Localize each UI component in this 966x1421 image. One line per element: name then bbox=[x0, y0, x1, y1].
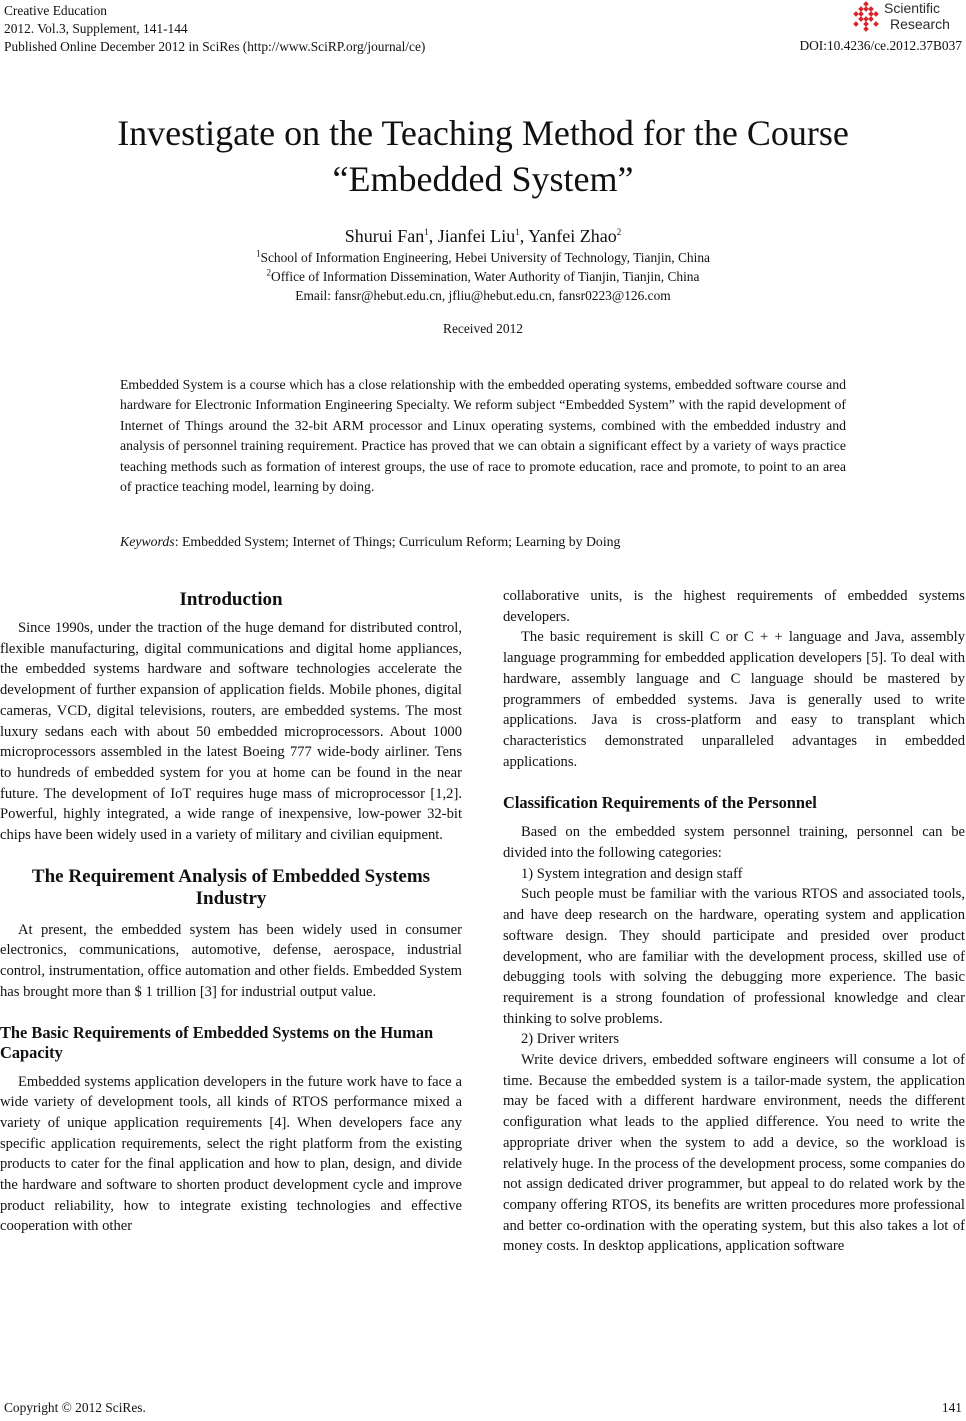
published-online: Published Online December 2012 in SciRes (http://www.SciRP.org/journal/ce) bbox=[4, 39, 426, 54]
received-date: Received 2012 bbox=[443, 321, 523, 336]
logo-dot bbox=[873, 21, 879, 27]
abstract: Embedded System is a course which has a close relationship with the embedded operating systems, embedded software course and hardware for Electronic Information Engineering Specialty. We reform subject “Embedded System” with the rapid development of Internet of Things around the 32-bit ARM processor and Linux operating systems, combined with the embedded industry and analysis of personnel training requirement. Practice has proved that we can obtain a significant effect by a variety of ways practice teaching methods such as formation of interest groups, the use of race to promote education, race and promote, to point to an area of practice teaching model, learning by doing. bbox=[120, 377, 846, 495]
logo-dot bbox=[868, 11, 874, 17]
author-3-affil: 2 bbox=[616, 227, 622, 237]
affiliation-1-mark: 1 bbox=[256, 248, 261, 259]
heading-introduction: Introduction bbox=[179, 589, 283, 610]
paragraph-introduction: Since 1990s, under the traction of the huge demand for distributed control, flexible manufacturing, digital communications and digital home appliances, the embedded systems hardware and software technologies accelerate the development of further expansion of application fields. Mobile phones, digital cameras, VCD, digital televisions, routers, are embedded systems. The most luxury sedans each with about 50 embedded microprocessors. About 1000 microprocessors assembled in the latest Boeing 777 wide-body airliner. Tens to hundreds of embedded system for you at home can be found in the near future. The development of IoT requires huge mass of microprocessor [1,2]. Powerful, highly integrated, a wide range of inexpensive, low-power 32-bit chips have been widely used in a variety of military and civilian equipment. bbox=[0, 620, 462, 844]
author-emails: Email: fansr@hebut.edu.cn, jfliu@hebut.edu.cn, fansr0223@126.com bbox=[295, 288, 671, 303]
title-line-2: “Embedded System” bbox=[332, 159, 634, 199]
page-number: 141 bbox=[941, 1400, 962, 1415]
scientific-research-logo-icon bbox=[850, 1, 882, 33]
keywords bbox=[120, 534, 846, 550]
author-3: , Yanfei Zhao bbox=[519, 226, 617, 246]
logo-dot bbox=[853, 11, 859, 17]
affiliation-2-text: Office of Information Dissemination, Water Authority of Tianjin, Tianjin, China bbox=[271, 269, 700, 284]
paragraph-system-integration: Such people must be familiar with the various RTOS and associated tools, and have deep research on the hardware, operating system and application software design. They should participate and presided over product development, who are familiar with the development process, skilled use of debugging tools with solving the debugging more experience. The basic requirement is a strong foundation of professional knowledge and clear thinking to solve problems. bbox=[503, 886, 965, 1027]
paragraph-classification: Based on the embedded system personnel training, personnel can be divided into the following categories: bbox=[503, 824, 965, 862]
logo-dot bbox=[853, 21, 859, 27]
logo-dot bbox=[868, 6, 874, 12]
authors bbox=[0, 226, 966, 247]
affiliation-2 bbox=[0, 267, 966, 286]
logo-dot bbox=[868, 16, 874, 22]
paragraph-basic-requirements: Embedded systems application developers in the future work have to face a wide variety of development tools, all kinds of RTOS performance mixed a variety of unique application requirements [4]. When developers face any specific application requirements, select the right platform from the existing products to cater for the final application and how to plan, design, and divide the hardware and software to shorten product development cycle and improve product reliability, how to integrate existing technologies and effective cooperation with other bbox=[0, 1073, 462, 1235]
title-line-1: Investigate on the Teaching Method for the Course bbox=[117, 113, 849, 153]
list-item-system-integration: 1) System integration and design staff bbox=[521, 865, 743, 882]
paragraph-driver-writers: Write device drivers, embedded software engineers will consume a lot of time. Because the embedded system is a tailor-made system, the application may be faced with a different hardware environment, needs the different configuration what leads to the applied difference. You need to write the appropriate driver when the system to add a device, so the workload is relatively huge. In the process of the development process, some companies do not assign dedicated driver programmer, but appeal to do related work by the company offering RTOS, its benefits are written procedures more professional and better co-ordination with the operating system, but this also takes a lot of money costs. In desktop applications, application software bbox=[503, 1052, 965, 1255]
logo-dot bbox=[863, 21, 869, 27]
journal-volume: 2012. Vol.3, Supplement, 141-144 bbox=[4, 21, 188, 36]
right-column bbox=[503, 586, 965, 1257]
affiliation-1 bbox=[0, 248, 966, 267]
heading-requirement-analysis: The Requirement Analysis of Embedded Systems Industry bbox=[31, 865, 431, 909]
author-2-affil: 1 bbox=[515, 227, 520, 237]
doi: DOI:10.4236/ce.2012.37B037 bbox=[799, 38, 962, 53]
paragraph-skill-requirements: The basic requirement is skill C or C + + language and Java, assembly language programming for embedded application developers [5]. To deal with hardware, assembly language and C language should be mastered by programmers of embedded systems. Java is generally used to write applications. Java is cross-platform and easy to transplant which characteristics demonstrated unparalleled advantages in embedded applications. bbox=[503, 629, 965, 770]
keywords-list: : Embedded System; Internet of Things; Curriculum Reform; Learning by Doing bbox=[174, 534, 621, 549]
logo-dot bbox=[863, 16, 869, 22]
keywords-label: Keywords bbox=[120, 534, 175, 549]
journal-name: Creative Education bbox=[4, 3, 107, 18]
heading-basic-requirements: The Basic Requirements of Embedded Systems on the Human Capacity bbox=[0, 1022, 434, 1062]
author-1-affil: 1 bbox=[424, 227, 429, 237]
logo-dot bbox=[873, 11, 879, 17]
logo-dot bbox=[858, 16, 864, 22]
publisher-logo bbox=[850, 0, 960, 34]
paper-title bbox=[0, 110, 966, 202]
list-item-driver-writers: 2) Driver writers bbox=[521, 1031, 620, 1048]
logo-dot bbox=[858, 6, 864, 12]
heading-classification: Classification Requirements of the Personnel bbox=[503, 793, 817, 813]
page-footer bbox=[4, 1400, 962, 1416]
logo-dot bbox=[858, 11, 864, 17]
paragraph-continued: collaborative units, is the highest requirements of embedded systems developers. bbox=[503, 588, 965, 625]
logo-dot bbox=[863, 1, 869, 7]
author-1: Shurui Fan bbox=[344, 226, 425, 246]
logo-dot bbox=[863, 6, 869, 12]
logo-text-scientific: Scientific bbox=[884, 0, 941, 16]
author-2: , Jianfei Liu bbox=[428, 226, 516, 246]
copyright: Copyright © 2012 SciRes. bbox=[4, 1400, 146, 1415]
left-column bbox=[0, 586, 462, 1237]
running-header bbox=[4, 2, 425, 56]
affiliation-1-text: School of Information Engineering, Hebei University of Technology, Tianjin, China bbox=[260, 250, 710, 265]
logo-text-research: Research bbox=[890, 16, 950, 32]
logo-dot bbox=[863, 26, 869, 32]
affiliation-2-mark: 2 bbox=[266, 267, 272, 278]
paragraph-requirement-analysis: At present, the embedded system has been widely used in consumer electronics, communications, automotive, defense, aerospace, industrial control, instrumentation, office automation and other fields. Embedded System has brought more than $ 1 trillion [3] for industrial output value. bbox=[0, 921, 462, 1000]
